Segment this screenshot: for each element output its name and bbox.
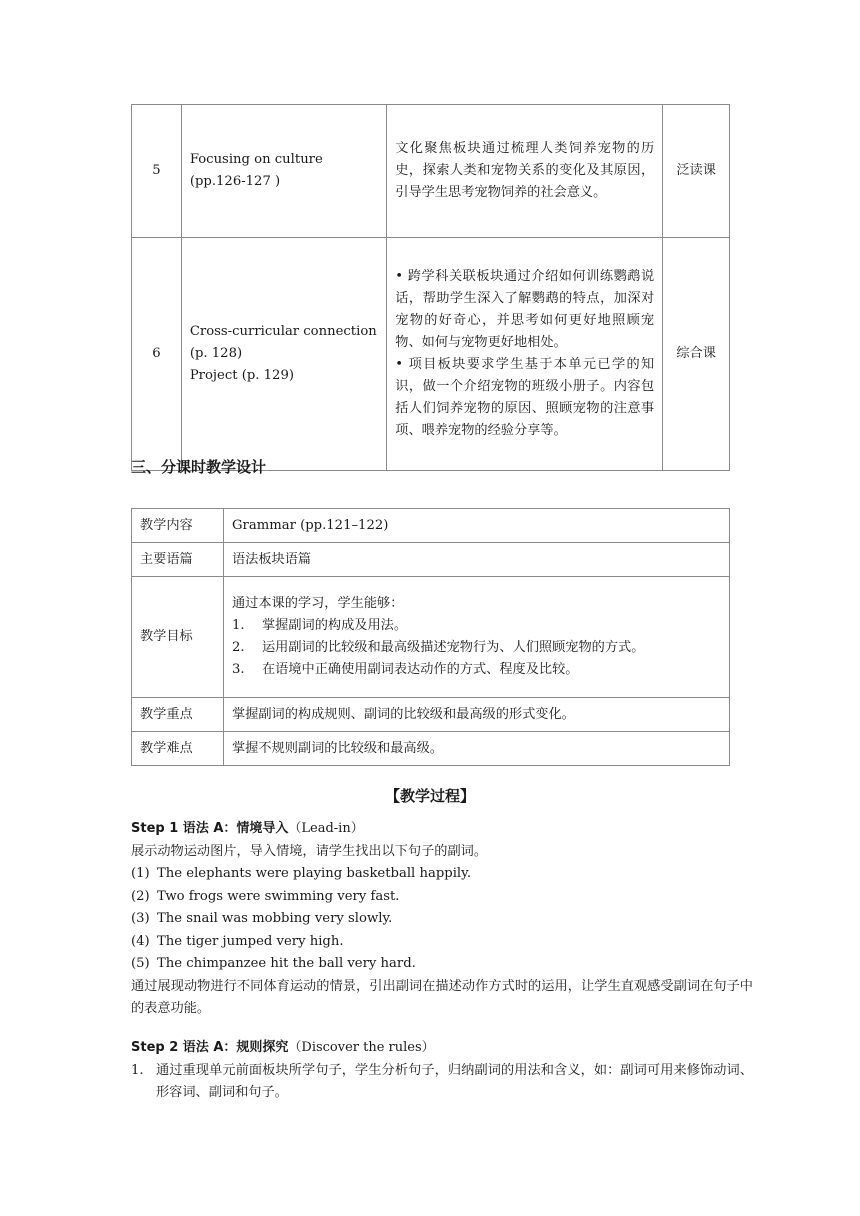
section-title-cell (181, 238, 386, 471)
objectives-cell (224, 577, 730, 698)
section-heading: 三、分课时教学设计 (131, 458, 267, 476)
table-row (132, 577, 730, 698)
lesson-design-table (131, 508, 730, 766)
item-number: 2. (232, 640, 245, 655)
description-paragraph: • 跨学科关联板块通过介绍如何训练鹦鹉说话，帮助学生深入了解鹦鹉的特点，加深对宠物的好奇心，并思考如何更好地照顾宠物、如何与宠物更好地相处。 (395, 269, 655, 350)
section-title-cell (181, 105, 386, 238)
item-number: 1. (131, 1062, 144, 1078)
list-item (131, 1060, 753, 1105)
item-text: The chimpanzee hit the ball very hard. (157, 956, 416, 971)
item-number: (2) (131, 888, 150, 904)
item-text: 运用副词的比较级和最高级描述宠物行为、人们照顾宠物的方式。 (262, 640, 645, 655)
step-intro: 展示动物运动图片，导入情境，请学生找出以下句子的副词。 (131, 843, 488, 859)
row-value: 掌握不规则副词的比较级和最高级。 (224, 732, 730, 766)
list-item (232, 615, 721, 637)
list-item (232, 659, 721, 681)
row-label: 教学目标 (132, 577, 224, 698)
list-item (131, 953, 753, 976)
item-text: 通过重现单元前面板块所学句子，学生分析句子，归纳副词的用法和含义，如：副词可用来修饰动词、形容词、副词和句子。 (156, 1062, 753, 1100)
item-text: The tiger jumped very high. (157, 933, 344, 949)
step-heading (131, 1037, 753, 1060)
item-number: (4) (131, 933, 150, 949)
objectives-list (232, 615, 721, 681)
item-number: 3. (232, 662, 245, 677)
list-item (232, 637, 721, 659)
description-paragraph: 文化聚焦板块通过梳理人类饲养宠物的历史，探索人类和宠物关系的变化及其原因，引导学生思考宠物饲养的社会意义。 (395, 141, 655, 200)
step-heading-zh: Step 2 语法 A：规则探究 (131, 1040, 289, 1055)
units-table (131, 104, 730, 471)
process-heading: 【教学过程】 (384, 787, 475, 805)
item-text: The snail was mobbing very slowly. (157, 911, 393, 926)
description-paragraph: • 项目板块要求学生基于本单元已学的知识，做一个介绍宠物的班级小册子。内容包括人们饲养宠物的原因、照顾宠物的注意事项、喂养宠物的经验分享等。 (395, 357, 655, 438)
table-row (132, 238, 730, 471)
item-number: (5) (131, 956, 150, 971)
table-row (132, 732, 730, 766)
row-label: 主要语篇 (132, 543, 224, 577)
list-item (131, 863, 753, 886)
list-item (131, 886, 753, 909)
title-line: Focusing on culture (pp.126-127 ) (189, 152, 323, 189)
step-heading-en: （Discover the rules） (288, 1040, 435, 1055)
row-number: 5 (132, 105, 182, 238)
step-heading-zh: Step 1 语法 A：情境导入 (131, 821, 289, 836)
objectives-intro: 通过本课的学习，学生能够： (232, 596, 404, 611)
item-text: Two frogs were swimming very fast. (157, 888, 400, 904)
item-number: (3) (131, 911, 150, 926)
title-line: Project (p. 129) (189, 368, 294, 383)
list-item (131, 908, 753, 931)
step2-block (131, 1037, 753, 1105)
item-text: 在语境中正确使用副词表达动作的方式、程度及比较。 (262, 662, 579, 677)
lesson-type-cell: 泛读课 (663, 105, 730, 238)
title-line: Cross-curricular connection (189, 324, 377, 339)
row-value: Grammar (pp.121–122) (224, 509, 730, 543)
row-number: 6 (132, 238, 182, 471)
lesson-type-cell: 综合课 (663, 238, 730, 471)
title-line: (p. 128) (189, 346, 243, 361)
table-row (132, 509, 730, 543)
step1-block (131, 818, 753, 1021)
table-row (132, 698, 730, 732)
list-item (131, 931, 753, 954)
row-label: 教学内容 (132, 509, 224, 543)
step-heading (131, 818, 753, 841)
step-summary: 通过展现动物进行不同体育运动的情景，引出副词在描述动作方式时的运用，让学生直观感受副词在句子中的表意功能。 (131, 978, 753, 1016)
row-label: 教学重点 (132, 698, 224, 732)
item-text: The elephants were playing basketball happily. (157, 866, 472, 881)
row-value: 掌握副词的构成规则、副词的比较级和最高级的形式变化。 (224, 698, 730, 732)
step-heading-en: （Lead-in） (288, 821, 364, 836)
row-label: 教学难点 (132, 732, 224, 766)
table-row (132, 543, 730, 577)
item-number: (1) (131, 866, 150, 881)
table-row (132, 105, 730, 238)
item-number: 1. (232, 618, 245, 633)
item-text: 掌握副词的构成及用法。 (262, 618, 408, 633)
description-cell (387, 238, 663, 471)
description-cell (387, 105, 663, 238)
row-value: 语法板块语篇 (224, 543, 730, 577)
